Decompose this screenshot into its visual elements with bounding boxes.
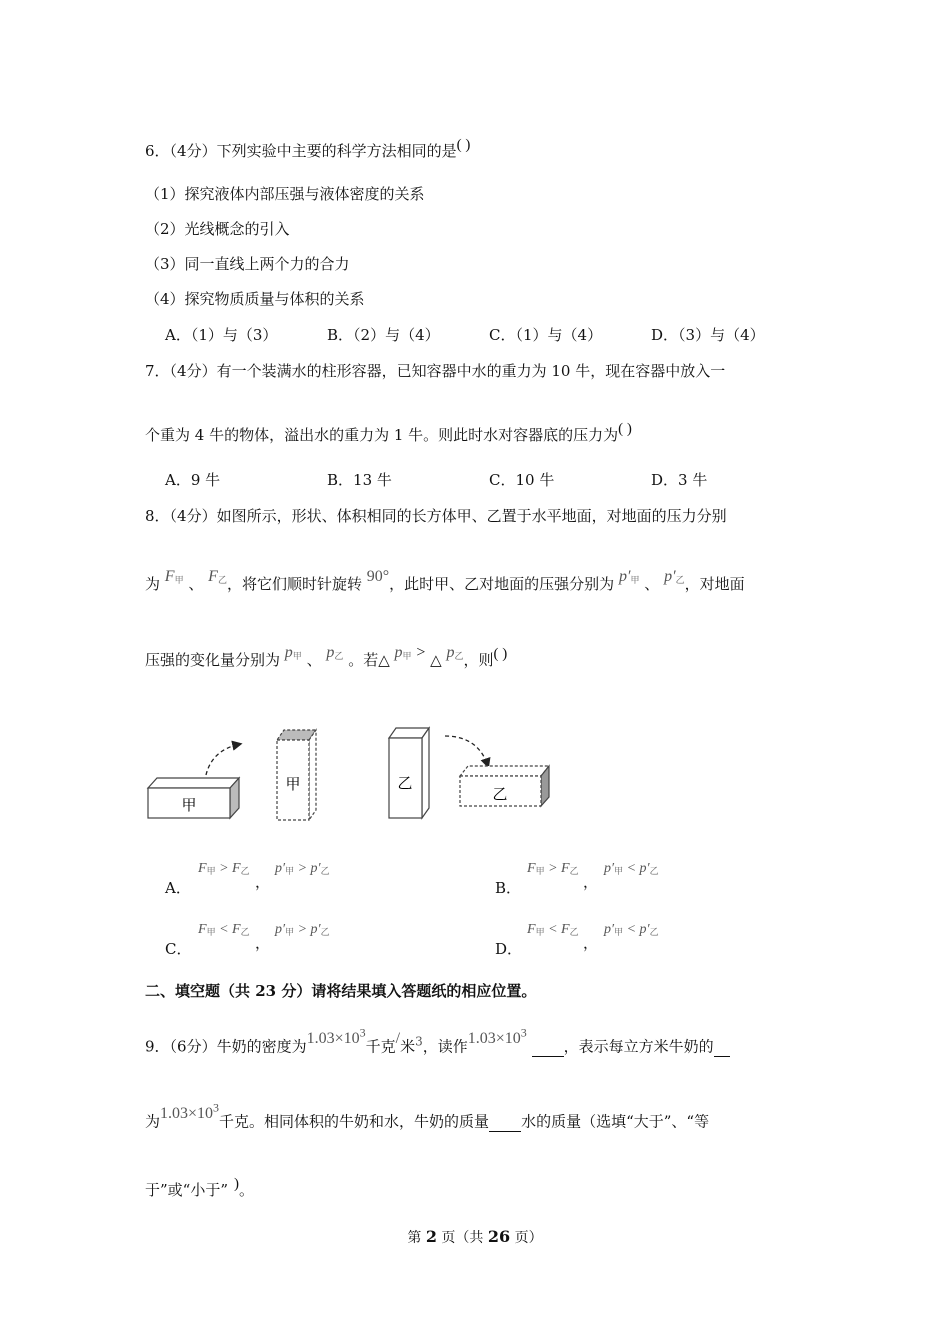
q8-choice-c-pressure: p′甲 > p′乙 xyxy=(275,922,330,937)
block-jia-horizontal xyxy=(148,778,239,818)
rotation-angle: 90° xyxy=(366,568,390,585)
delta-p-jia-cond: p甲 xyxy=(394,644,412,661)
q8-choice-a-formula: F甲 > F乙 xyxy=(198,861,250,876)
rotation-arrow xyxy=(206,744,240,775)
block-label: 乙 xyxy=(492,785,508,803)
q8-choice-b-pressure: p′甲 < p′乙 xyxy=(604,861,659,876)
block-yi-vertical xyxy=(389,728,429,818)
q7-line-2: 个重为 4 牛的物体，溢出水的重力为 1 牛。则此时水对容器底的压力为( ) xyxy=(145,421,632,444)
q6-choice-d: D．（3）与（4） xyxy=(651,326,765,344)
answer-blank xyxy=(714,1040,730,1057)
q9-line-2: 为$1.03\times 10^3$千克。相同体积的牛奶和水，牛奶的质量 水的质量（选填“大于”、“等 xyxy=(145,1101,710,1131)
block-label: 甲 xyxy=(181,796,197,814)
q8-line-2: 为 F甲 、 F乙，将它们顺时针旋转 90°，此时甲、乙对地面的压强分别为 p′甲 、 p′乙，对地面 xyxy=(145,568,745,593)
q8-line-3: 压强的变化量分别为 p甲 、 p乙 。若△ p甲 > △ p乙，则( ) xyxy=(145,644,508,669)
q7-line-1: 7．（4分）有一个装满水的柱形容器，已知容器中水的重力为 10 牛，现在容器中放入一 xyxy=(145,362,726,380)
page-footer: 第 2 页（共 26 页） xyxy=(407,1227,543,1246)
q9-line-3: 于”或“小于” )。 xyxy=(145,1176,255,1199)
q8-line-1: 8．（4分）如图所示，形状、体积相同的长方体甲、乙置于水平地面，对地面的压力分别 xyxy=(145,507,727,525)
answer-paren: ( ) xyxy=(618,421,632,437)
delta-p-yi: p乙 xyxy=(326,644,344,661)
pressure-prime-jia: p′甲 xyxy=(618,568,640,585)
q6-choice-a: A．（1）与（3） xyxy=(165,326,278,344)
q6-choice-b: B．（2）与（4） xyxy=(327,326,440,344)
q8-choice-a: A． xyxy=(165,879,191,897)
answer-paren: ( ) xyxy=(493,646,508,662)
q7-choice-c: C．10 牛 xyxy=(489,471,555,489)
delta-p-yi-cond: p乙 xyxy=(446,644,464,661)
force-jia: F甲 xyxy=(164,568,184,585)
block-label: 乙 xyxy=(397,774,413,792)
q7-choice-b: B．13 牛 xyxy=(327,471,392,489)
q8-choice-b: B． xyxy=(495,879,522,897)
q6-item-2: （2）光线概念的引入 xyxy=(145,220,290,238)
q8-choice-c: C． xyxy=(165,940,192,958)
delta-p-jia: p甲 xyxy=(284,644,302,661)
section-heading: 二、填空题（共 23 分）请将结果填入答题纸的相应位置。 xyxy=(145,982,537,1000)
q9-line-1: 9．（6分）牛奶的密度为$1.03\times 10^3$千克/米$^3$，读作$1.03\times 10^3$ ，表示每立方米牛奶的 xyxy=(145,1031,730,1057)
q7-choice-d: D．3 牛 xyxy=(651,471,708,489)
q6-choice-c: C．（1）与（4） xyxy=(489,326,603,344)
q6-item-4: （4）探究物质质量与体积的关系 xyxy=(145,290,365,308)
block-jia-vertical xyxy=(277,730,316,820)
block-yi-horizontal xyxy=(460,766,549,806)
density-value: $1.03\times 10^3$ xyxy=(467,1026,527,1048)
q8-choice-b-formula: F甲 > F乙 xyxy=(527,861,579,876)
q8-choice-d-formula: F甲 < F乙 xyxy=(527,922,579,937)
rotation-arrow xyxy=(445,736,488,766)
q6-stem: 6．（4分）下列实验中主要的科学方法相同的是( ) xyxy=(145,137,471,160)
force-yi: F乙 xyxy=(208,568,227,585)
q7-choices xyxy=(165,470,813,490)
q8-choice-c-formula: F甲 < F乙 xyxy=(198,922,250,937)
q8-choice-d: D． xyxy=(495,940,523,958)
q6-item-3: （3）同一直线上两个力的合力 xyxy=(145,255,350,273)
q6-item-1: （1）探究液体内部压强与液体密度的关系 xyxy=(145,185,425,203)
block-label: 甲 xyxy=(285,775,301,793)
rotation-figure xyxy=(140,718,560,828)
q8-choice-a-pressure: p′甲 > p′乙 xyxy=(275,861,330,876)
q6-choices xyxy=(165,325,813,345)
density-value: $1.03\times 10^3$ xyxy=(306,1026,366,1048)
answer-paren: ( ) xyxy=(456,137,471,153)
q8-choice-d-pressure: p′甲 < p′乙 xyxy=(604,922,659,937)
q7-choice-a: A．9 牛 xyxy=(165,471,221,489)
pressure-prime-yi: p′乙 xyxy=(664,568,685,585)
answer-blank xyxy=(532,1040,564,1057)
answer-blank xyxy=(489,1115,521,1132)
density-value: $1.03\times 10^3$ xyxy=(160,1101,220,1123)
